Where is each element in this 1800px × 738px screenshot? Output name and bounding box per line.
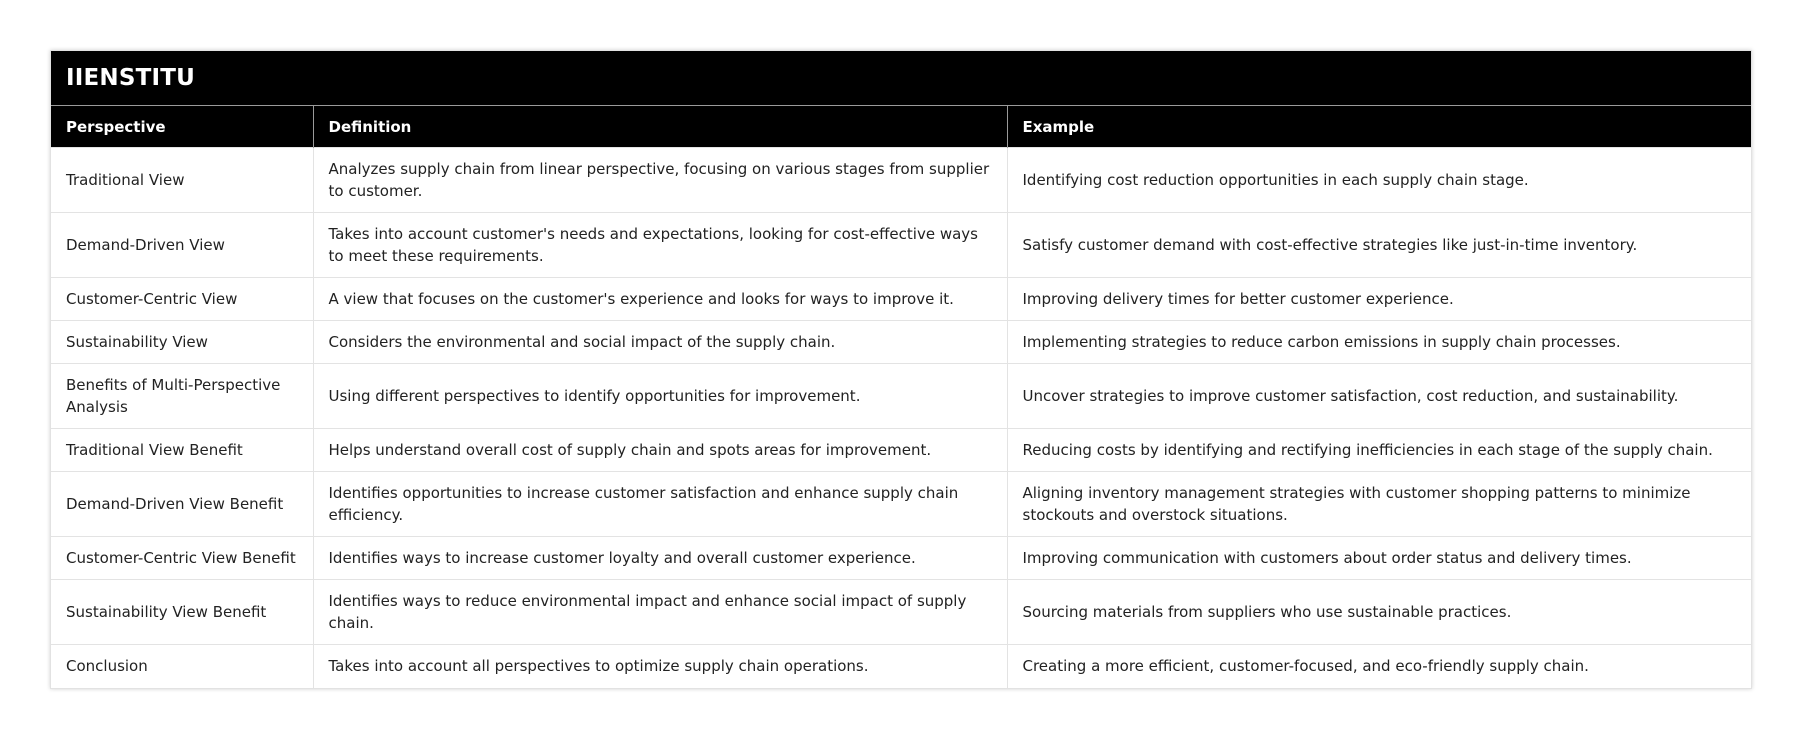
cell-perspective: Traditional View Benefit — [51, 429, 313, 472]
cell-example: Aligning inventory management strategies with customer shopping patterns to minimize stockouts and overstock situations. — [1007, 472, 1751, 537]
table-row — [51, 429, 1751, 472]
cell-example: Improving communication with customers about order status and delivery times. — [1007, 537, 1751, 580]
cell-perspective: Sustainability View — [51, 321, 313, 364]
table-row — [51, 472, 1751, 537]
cell-example: Creating a more efficient, customer-focused, and eco-friendly supply chain. — [1007, 645, 1751, 688]
cell-perspective: Customer-Centric View Benefit — [51, 537, 313, 580]
brand-title: IIENSTITU — [66, 65, 196, 91]
cell-example: Reducing costs by identifying and rectifying inefficiencies in each stage of the supply chain. — [1007, 429, 1751, 472]
cell-perspective: Benefits of Multi-Perspective Analysis — [51, 364, 313, 429]
cell-definition: Identifies ways to increase customer loyalty and overall customer experience. — [313, 537, 1007, 580]
cell-example: Sourcing materials from suppliers who use sustainable practices. — [1007, 580, 1751, 645]
cell-example: Identifying cost reduction opportunities in each supply chain stage. — [1007, 148, 1751, 213]
table-row — [51, 278, 1751, 321]
cell-example: Uncover strategies to improve customer satisfaction, cost reduction, and sustainability. — [1007, 364, 1751, 429]
table-row — [51, 364, 1751, 429]
perspectives-table — [51, 105, 1751, 688]
column-header-example: Example — [1007, 106, 1751, 148]
cell-perspective: Conclusion — [51, 645, 313, 688]
cell-example: Improving delivery times for better customer experience. — [1007, 278, 1751, 321]
cell-definition: Takes into account all perspectives to optimize supply chain operations. — [313, 645, 1007, 688]
cell-definition: Analyzes supply chain from linear perspective, focusing on various stages from supplier to customer. — [313, 148, 1007, 213]
table-row — [51, 148, 1751, 213]
cell-example: Satisfy customer demand with cost-effective strategies like just-in-time inventory. — [1007, 213, 1751, 278]
cell-definition: Using different perspectives to identify opportunities for improvement. — [313, 364, 1007, 429]
cell-definition: Helps understand overall cost of supply chain and spots areas for improvement. — [313, 429, 1007, 472]
cell-perspective: Sustainability View Benefit — [51, 580, 313, 645]
brand-header — [51, 51, 1751, 105]
table-row — [51, 213, 1751, 278]
cell-definition: A view that focuses on the customer's experience and looks for ways to improve it. — [313, 278, 1007, 321]
cell-definition: Takes into account customer's needs and expectations, looking for cost-effective ways to meet these requirements. — [313, 213, 1007, 278]
table-row — [51, 645, 1751, 688]
table-row — [51, 321, 1751, 364]
cell-definition: Considers the environmental and social impact of the supply chain. — [313, 321, 1007, 364]
table-row — [51, 537, 1751, 580]
cell-perspective: Demand-Driven View — [51, 213, 313, 278]
table-header-row — [51, 106, 1751, 148]
cell-perspective: Demand-Driven View Benefit — [51, 472, 313, 537]
table-card — [50, 50, 1752, 689]
cell-perspective: Customer-Centric View — [51, 278, 313, 321]
cell-example: Implementing strategies to reduce carbon emissions in supply chain processes. — [1007, 321, 1751, 364]
column-header-perspective: Perspective — [51, 106, 313, 148]
cell-definition: Identifies ways to reduce environmental impact and enhance social impact of supply chain. — [313, 580, 1007, 645]
cell-perspective: Traditional View — [51, 148, 313, 213]
column-header-definition: Definition — [313, 106, 1007, 148]
cell-definition: Identifies opportunities to increase customer satisfaction and enhance supply chain efficiency. — [313, 472, 1007, 537]
table-row — [51, 580, 1751, 645]
